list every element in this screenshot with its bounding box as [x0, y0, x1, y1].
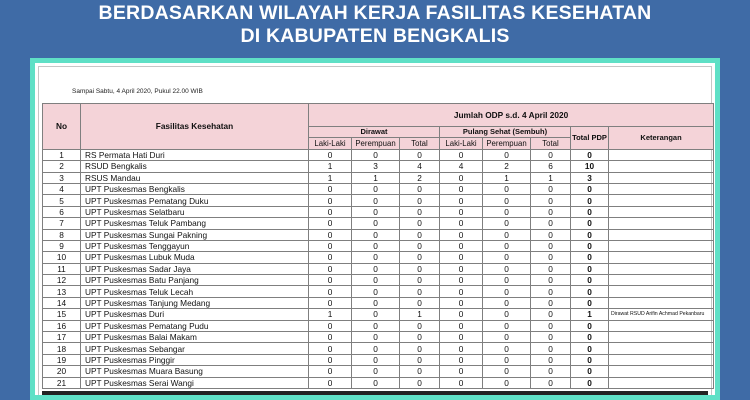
cell-pulang-laki: 0 [440, 252, 483, 263]
cell-no: 4 [43, 183, 81, 194]
table-row [43, 275, 714, 286]
cell-dirawat-total: 0 [400, 366, 440, 377]
cell-dirawat-perempuan: 0 [352, 252, 400, 263]
cell-total-pdp: 0 [571, 195, 609, 206]
cell-dirawat-laki: 1 [309, 309, 352, 320]
cell-pulang-total: 0 [531, 218, 571, 229]
cell-no: 11 [43, 263, 81, 274]
cell-pulang-laki: 0 [440, 240, 483, 251]
table-row [43, 183, 714, 194]
cell-dirawat-laki: 0 [309, 275, 352, 286]
cell-dirawat-laki: 0 [309, 366, 352, 377]
header-pulang-total: Total [531, 138, 571, 149]
cell-dirawat-total: 0 [400, 206, 440, 217]
cell-pulang-laki: 0 [440, 172, 483, 183]
cell-dirawat-perempuan: 0 [352, 206, 400, 217]
cell-keterangan [609, 172, 714, 183]
header-dirawat-perempuan: Perempuan [352, 138, 400, 149]
cell-total-pdp: 0 [571, 183, 609, 194]
header-dirawat: Dirawat [309, 127, 440, 138]
cell-dirawat-laki: 0 [309, 297, 352, 308]
cell-dirawat-perempuan: 0 [352, 309, 400, 320]
cell-dirawat-perempuan: 0 [352, 343, 400, 354]
header-pulang-perempuan: Perempuan [483, 138, 531, 149]
header-no: No [43, 104, 81, 150]
cell-pulang-laki: 0 [440, 309, 483, 320]
cell-pulang-laki: 0 [440, 218, 483, 229]
cell-total-pdp: 3 [571, 172, 609, 183]
cell-dirawat-total: 0 [400, 195, 440, 206]
cell-dirawat-perempuan: 0 [352, 286, 400, 297]
cell-pulang-perempuan: 0 [483, 354, 531, 365]
cell-dirawat-laki: 0 [309, 252, 352, 263]
title-line-1: BERDASARKAN WILAYAH KERJA FASILITAS KESEHATAN [98, 2, 652, 24]
table-row [43, 218, 714, 229]
table-row [43, 354, 714, 365]
cell-dirawat-total: 0 [400, 240, 440, 251]
header-facility: Fasilitas Kesehatan [81, 104, 309, 150]
cell-dirawat-total: 0 [400, 286, 440, 297]
cell-total-pdp: 0 [571, 275, 609, 286]
cell-dirawat-total: 0 [400, 252, 440, 263]
cell-dirawat-total: 0 [400, 377, 440, 388]
cell-no: 14 [43, 297, 81, 308]
cell-keterangan [609, 252, 714, 263]
cell-dirawat-perempuan: 0 [352, 354, 400, 365]
cell-pulang-perempuan: 0 [483, 286, 531, 297]
cell-no: 12 [43, 275, 81, 286]
cell-dirawat-perempuan: 0 [352, 366, 400, 377]
cell-pulang-laki: 0 [440, 263, 483, 274]
cell-dirawat-laki: 0 [309, 195, 352, 206]
cell-pulang-total: 0 [531, 343, 571, 354]
header-group: Jumlah ODP s.d. 4 April 2020 [309, 104, 714, 127]
cell-facility: UPT Puskesmas Sadar Jaya [81, 263, 309, 274]
cell-pulang-laki: 0 [440, 354, 483, 365]
cell-pulang-laki: 0 [440, 149, 483, 160]
bottom-bar [42, 391, 708, 395]
cell-pulang-perempuan: 0 [483, 343, 531, 354]
header-dirawat-total: Total [400, 138, 440, 149]
cell-dirawat-perempuan: 3 [352, 161, 400, 172]
header-total-pdp: Total PDP [571, 127, 609, 150]
cell-pulang-perempuan: 0 [483, 183, 531, 194]
cell-facility: UPT Puskesmas Duri [81, 309, 309, 320]
cell-pulang-laki: 4 [440, 161, 483, 172]
cell-pulang-perempuan: 0 [483, 320, 531, 331]
header-pulang-laki: Laki-Laki [440, 138, 483, 149]
cell-pulang-perempuan: 0 [483, 377, 531, 388]
cell-facility: UPT Puskesmas Pinggir [81, 354, 309, 365]
cell-pulang-total: 0 [531, 320, 571, 331]
cell-pulang-total: 0 [531, 149, 571, 160]
as-of-date: Sampai Sabtu, 4 April 2020, Pukul 22.00 WIB [72, 88, 203, 95]
cell-facility: UPT Puskesmas Teluk Lecah [81, 286, 309, 297]
cell-facility: UPT Puskesmas Sungai Pakning [81, 229, 309, 240]
cell-pulang-total: 0 [531, 275, 571, 286]
cell-dirawat-perempuan: 1 [352, 172, 400, 183]
cell-keterangan [609, 161, 714, 172]
cell-dirawat-total: 0 [400, 297, 440, 308]
cell-dirawat-total: 0 [400, 343, 440, 354]
cell-facility: UPT Puskesmas Bengkalis [81, 183, 309, 194]
cell-pulang-total: 0 [531, 297, 571, 308]
table-row [43, 206, 714, 217]
cell-no: 3 [43, 172, 81, 183]
table-row [43, 366, 714, 377]
cell-no: 10 [43, 252, 81, 263]
cell-dirawat-total: 2 [400, 172, 440, 183]
cell-pulang-total: 0 [531, 252, 571, 263]
cell-pulang-perempuan: 0 [483, 195, 531, 206]
header-dirawat-laki: Laki-Laki [309, 138, 352, 149]
cell-pulang-total: 0 [531, 377, 571, 388]
cell-dirawat-total: 0 [400, 263, 440, 274]
cell-total-pdp: 0 [571, 332, 609, 343]
cell-pulang-total: 0 [531, 354, 571, 365]
cell-dirawat-perempuan: 0 [352, 229, 400, 240]
cell-dirawat-perempuan: 0 [352, 297, 400, 308]
cell-keterangan: Dirawat RSUD Arifin Achmad Pekanbaru [609, 309, 714, 320]
cell-total-pdp: 0 [571, 218, 609, 229]
cell-total-pdp: 0 [571, 240, 609, 251]
cell-dirawat-perempuan: 0 [352, 377, 400, 388]
cell-keterangan [609, 366, 714, 377]
cell-total-pdp: 0 [571, 286, 609, 297]
cell-pulang-total: 0 [531, 206, 571, 217]
cell-no: 21 [43, 377, 81, 388]
cell-pulang-laki: 0 [440, 183, 483, 194]
cell-total-pdp: 0 [571, 377, 609, 388]
table-row [43, 195, 714, 206]
cell-keterangan [609, 183, 714, 194]
cell-no: 19 [43, 354, 81, 365]
cell-keterangan [609, 275, 714, 286]
cell-keterangan [609, 297, 714, 308]
cell-facility: UPT Puskesmas Lubuk Muda [81, 252, 309, 263]
cell-total-pdp: 0 [571, 149, 609, 160]
cell-keterangan [609, 195, 714, 206]
cell-dirawat-laki: 0 [309, 149, 352, 160]
cell-total-pdp: 10 [571, 161, 609, 172]
cell-dirawat-total: 0 [400, 320, 440, 331]
cell-pulang-laki: 0 [440, 229, 483, 240]
cell-pulang-total: 0 [531, 229, 571, 240]
cell-pulang-total: 0 [531, 183, 571, 194]
table-row [43, 229, 714, 240]
cell-no: 8 [43, 229, 81, 240]
table-row [43, 309, 714, 320]
report-sheet [38, 66, 712, 395]
table-row [43, 332, 714, 343]
cell-pulang-laki: 0 [440, 332, 483, 343]
cell-pulang-laki: 0 [440, 286, 483, 297]
cell-facility: UPT Puskesmas Serai Wangi [81, 377, 309, 388]
table-row [43, 377, 714, 388]
cell-dirawat-perempuan: 0 [352, 149, 400, 160]
cell-dirawat-laki: 0 [309, 218, 352, 229]
cell-pulang-total: 6 [531, 161, 571, 172]
cell-dirawat-laki: 0 [309, 332, 352, 343]
table-row [43, 286, 714, 297]
cell-pulang-laki: 0 [440, 297, 483, 308]
table-row [43, 343, 714, 354]
header-pulang: Pulang Sehat (Sembuh) [440, 127, 571, 138]
cell-keterangan [609, 229, 714, 240]
cell-no: 13 [43, 286, 81, 297]
cell-pulang-laki: 0 [440, 366, 483, 377]
cell-pulang-perempuan: 0 [483, 240, 531, 251]
cell-facility: UPT Puskesmas Muara Basung [81, 366, 309, 377]
odp-table [42, 103, 714, 389]
cell-no: 5 [43, 195, 81, 206]
cell-keterangan [609, 218, 714, 229]
cell-dirawat-laki: 0 [309, 354, 352, 365]
cell-dirawat-laki: 0 [309, 229, 352, 240]
cell-pulang-perempuan: 0 [483, 149, 531, 160]
cell-pulang-total: 0 [531, 309, 571, 320]
cell-dirawat-perempuan: 0 [352, 320, 400, 331]
cell-total-pdp: 0 [571, 320, 609, 331]
cell-pulang-perempuan: 0 [483, 252, 531, 263]
cell-no: 1 [43, 149, 81, 160]
cell-pulang-laki: 0 [440, 320, 483, 331]
cell-pulang-perempuan: 2 [483, 161, 531, 172]
cell-dirawat-perempuan: 0 [352, 240, 400, 251]
table-row [43, 320, 714, 331]
cell-facility: RS Permata Hati Duri [81, 149, 309, 160]
cell-total-pdp: 0 [571, 343, 609, 354]
cell-facility: RSUD Bengkalis [81, 161, 309, 172]
cell-dirawat-total: 0 [400, 218, 440, 229]
cell-pulang-perempuan: 0 [483, 332, 531, 343]
cell-no: 9 [43, 240, 81, 251]
cell-dirawat-total: 0 [400, 275, 440, 286]
cell-keterangan [609, 377, 714, 388]
cell-pulang-perempuan: 0 [483, 206, 531, 217]
cell-total-pdp: 0 [571, 354, 609, 365]
cell-dirawat-total: 4 [400, 161, 440, 172]
cell-dirawat-laki: 0 [309, 263, 352, 274]
cell-no: 20 [43, 366, 81, 377]
cell-pulang-perempuan: 0 [483, 366, 531, 377]
cell-pulang-perempuan: 0 [483, 229, 531, 240]
cell-dirawat-laki: 0 [309, 343, 352, 354]
cell-keterangan [609, 354, 714, 365]
table-row [43, 172, 714, 183]
cell-no: 17 [43, 332, 81, 343]
cell-total-pdp: 0 [571, 206, 609, 217]
cell-pulang-total: 0 [531, 195, 571, 206]
cell-total-pdp: 0 [571, 297, 609, 308]
cell-pulang-total: 0 [531, 332, 571, 343]
header-keterangan: Keterangan [609, 127, 714, 150]
cell-facility: UPT Puskesmas Sebangar [81, 343, 309, 354]
cell-facility: UPT Puskesmas Selatbaru [81, 206, 309, 217]
cell-keterangan [609, 332, 714, 343]
cell-total-pdp: 0 [571, 263, 609, 274]
title-line-2: DI KABUPATEN BENGKALIS [240, 25, 510, 47]
cell-pulang-laki: 0 [440, 275, 483, 286]
cell-pulang-perempuan: 0 [483, 218, 531, 229]
cell-pulang-laki: 0 [440, 195, 483, 206]
cell-dirawat-laki: 0 [309, 320, 352, 331]
cell-dirawat-laki: 1 [309, 172, 352, 183]
cell-dirawat-laki: 0 [309, 240, 352, 251]
cell-keterangan [609, 206, 714, 217]
cell-dirawat-total: 0 [400, 229, 440, 240]
cell-pulang-laki: 0 [440, 343, 483, 354]
cell-pulang-perempuan: 0 [483, 309, 531, 320]
cell-keterangan [609, 149, 714, 160]
cell-pulang-perempuan: 0 [483, 263, 531, 274]
cell-dirawat-total: 0 [400, 354, 440, 365]
cell-facility: UPT Puskesmas Pematang Pudu [81, 320, 309, 331]
table-body [43, 149, 714, 388]
report-panel [30, 58, 720, 400]
table-row [43, 263, 714, 274]
cell-keterangan [609, 240, 714, 251]
page-title [0, 2, 750, 48]
table-row [43, 240, 714, 251]
cell-total-pdp: 0 [571, 229, 609, 240]
cell-dirawat-total: 0 [400, 183, 440, 194]
cell-no: 6 [43, 206, 81, 217]
table-row [43, 149, 714, 160]
cell-no: 7 [43, 218, 81, 229]
cell-dirawat-laki: 0 [309, 206, 352, 217]
cell-dirawat-perempuan: 0 [352, 275, 400, 286]
cell-dirawat-total: 1 [400, 309, 440, 320]
cell-dirawat-laki: 0 [309, 377, 352, 388]
cell-keterangan [609, 286, 714, 297]
cell-pulang-perempuan: 0 [483, 297, 531, 308]
cell-dirawat-laki: 0 [309, 286, 352, 297]
cell-pulang-perempuan: 1 [483, 172, 531, 183]
cell-pulang-laki: 0 [440, 377, 483, 388]
table-row [43, 297, 714, 308]
cell-dirawat-perempuan: 0 [352, 263, 400, 274]
cell-no: 16 [43, 320, 81, 331]
cell-facility: UPT Puskesmas Pematang Duku [81, 195, 309, 206]
cell-pulang-total: 0 [531, 366, 571, 377]
cell-pulang-total: 1 [531, 172, 571, 183]
cell-facility: UPT Puskesmas Tenggayun [81, 240, 309, 251]
cell-dirawat-total: 0 [400, 149, 440, 160]
cell-keterangan [609, 320, 714, 331]
cell-facility: UPT Puskesmas Tanjung Medang [81, 297, 309, 308]
cell-dirawat-total: 0 [400, 332, 440, 343]
cell-dirawat-laki: 0 [309, 183, 352, 194]
cell-total-pdp: 0 [571, 366, 609, 377]
cell-total-pdp: 1 [571, 309, 609, 320]
cell-dirawat-perempuan: 0 [352, 183, 400, 194]
cell-keterangan [609, 263, 714, 274]
cell-dirawat-laki: 1 [309, 161, 352, 172]
cell-dirawat-perempuan: 0 [352, 332, 400, 343]
cell-total-pdp: 0 [571, 252, 609, 263]
cell-pulang-perempuan: 0 [483, 275, 531, 286]
cell-dirawat-perempuan: 0 [352, 218, 400, 229]
cell-keterangan [609, 343, 714, 354]
cell-pulang-laki: 0 [440, 206, 483, 217]
cell-no: 15 [43, 309, 81, 320]
cell-facility: RSUS Mandau [81, 172, 309, 183]
cell-dirawat-perempuan: 0 [352, 195, 400, 206]
cell-pulang-total: 0 [531, 240, 571, 251]
table-row [43, 161, 714, 172]
cell-no: 18 [43, 343, 81, 354]
table-row [43, 252, 714, 263]
cell-pulang-total: 0 [531, 263, 571, 274]
cell-no: 2 [43, 161, 81, 172]
cell-facility: UPT Puskesmas Teluk Pambang [81, 218, 309, 229]
cell-facility: UPT Puskesmas Balai Makam [81, 332, 309, 343]
cell-pulang-total: 0 [531, 286, 571, 297]
cell-facility: UPT Puskesmas Batu Panjang [81, 275, 309, 286]
